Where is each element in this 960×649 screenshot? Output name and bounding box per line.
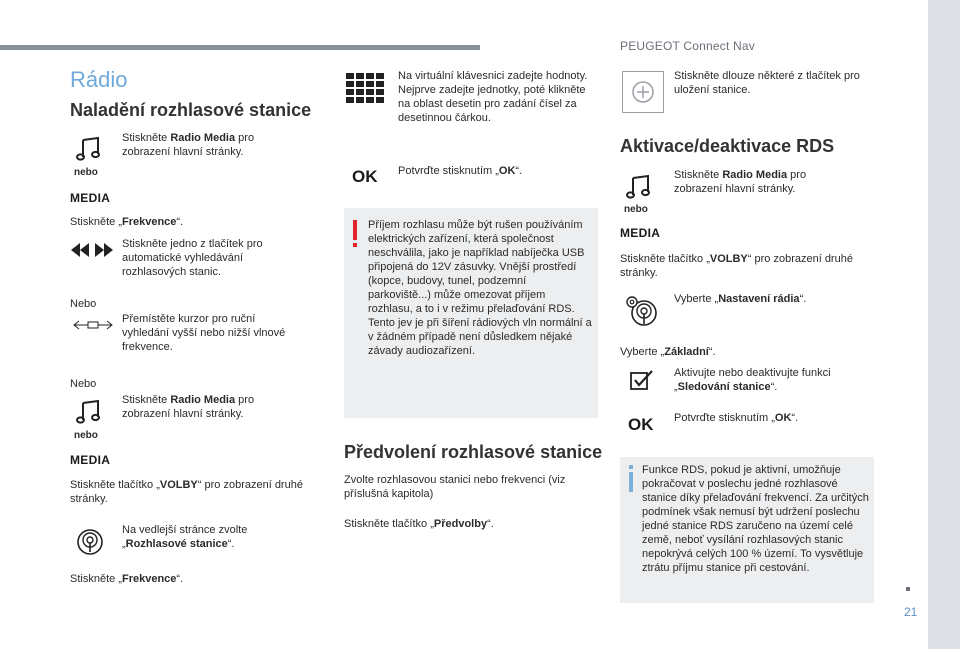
keyboard-grid-icon [346, 73, 384, 103]
text-auto-search: Stiskněte jedno z tlačítek pro automatické vyhledávání rozhlasových stanic. [122, 238, 263, 278]
heading-presets: Předvolení rozhlasové stanice [344, 442, 603, 462]
ok-label: OK [352, 167, 378, 186]
checkbox-icon [630, 369, 654, 391]
label-nebo-2: Nebo [70, 378, 97, 390]
text-press-radio-media-2: Stiskněte Radio Media pro zobrazení hlavní stránky. [122, 394, 255, 420]
media-label: MEDIA [70, 191, 111, 205]
music-note-icon [76, 399, 102, 425]
text-press-options-2: Stiskněte tlačítko „VOLBY“ pro zobrazení druhé stránky. [620, 253, 853, 279]
text-press-presets: Stiskněte tlačítko „Předvolby“. [344, 518, 494, 530]
text-confirm-ok: Potvrďte stisknutím „OK“. [398, 165, 523, 177]
radio-station-icon [76, 528, 104, 556]
warning-box [344, 208, 598, 418]
text-press-radio-media-3: Stiskněte Radio Media pro zobrazení hlavní stránky. [674, 169, 807, 195]
label-nebo: nebo [74, 167, 98, 178]
text-select-radio-settings: Vyberte „Nastavení rádia“. [674, 293, 807, 305]
ok-label: OK [628, 415, 654, 434]
text-press-frequency: Stiskněte „Frekvence“. [70, 216, 184, 228]
text-confirm-ok-2: Potvrďte stisknutím „OK“. [674, 412, 799, 424]
text-toggle-station-tracking: Aktivujte nebo deaktivujte funkci „Sledování stanice“. [674, 367, 831, 393]
music-note-icon [626, 174, 652, 200]
warning-text: Příjem rozhlasu může být rušen používáním elektrických zařízení, která společnost neschválila, jako je například nabíječka USB připojená do 12V zásuvky. Vnější prostředí (kopce, budovy, tunel, podzemní parkoviště...) může omezovat příjem rozhlasu, a to i v režimu přelaďování RDS. Tento jev je při šíření rádiových vln normální a v žádném případě není důsledkem nějaké závady audiozařízení. [368, 219, 592, 357]
info-dot-icon [629, 465, 633, 469]
seek-arrows-icon [70, 242, 114, 258]
page-dot [906, 587, 910, 591]
media-label: MEDIA [620, 226, 661, 240]
radio-settings-icon [624, 294, 658, 328]
text-choose-station: Zvolte rozhlasovou stanici nebo frekvenci (viz příslušná kapitola) [344, 474, 566, 500]
heading-tuning: Naladění rozhlasové stanice [70, 100, 312, 120]
top-rule [0, 45, 480, 50]
warning-mark-icon [353, 220, 357, 240]
text-select-radio-stations: Na vedlejší stránce zvolte „Rozhlasové stanice“. [122, 524, 248, 550]
label-nebo: nebo [624, 204, 648, 215]
label-nebo-1: Nebo [70, 298, 97, 310]
text-press-radio-media: Stiskněte Radio Media pro zobrazení hlavní stránky. [122, 132, 255, 158]
warning-dot-icon [353, 243, 357, 247]
text-virtual-keyboard: Na virtuální klávesnici zadejte hodnoty. Nejprve zadejte jednotky, poté klikněte na oblast desetin pro zadání čísel za desetinnou čárkou. [398, 70, 588, 124]
text-select-basic: Vyberte „Základní“. [620, 346, 716, 358]
text-press-frequency-2: Stiskněte „Frekvence“. [70, 573, 184, 585]
info-box [620, 457, 874, 603]
heading-rds: Aktivace/deaktivace RDS [620, 136, 835, 156]
text-manual-search: Přemístěte kurzor pro ruční vyhledání vyšší nebo nižší vlnové frekvence. [122, 313, 286, 353]
music-note-icon [76, 136, 102, 162]
text-press-options: Stiskněte tlačítko „VOLBY“ pro zobrazení druhé stránky. [70, 479, 303, 505]
slider-arrows-icon [71, 319, 115, 331]
info-text: Funkce RDS, pokud je aktivní, umožňuje pokračovat v poslechu jedné rozhlasové stanice díky přelaďování frekvencí. Za určitých podmínek však nemusí být udržení poslechu jedné stanice RDS zaručeno na území celé země, neboť vysílání rozhlasových stanic nepokrývá celých 100 % území. To vysvětluje ztrátu příjmu stanice při cestování. [642, 464, 869, 574]
page-side-strip [928, 0, 960, 649]
page-number: 21 [904, 605, 918, 619]
text-long-press-save: Stiskněte dlouze některé z tlačítek pro uložení stanice. [674, 70, 860, 96]
page-header: PEUGEOT Connect Nav [620, 39, 755, 53]
label-nebo: nebo [74, 430, 98, 441]
add-preset-icon [622, 71, 664, 113]
media-label: MEDIA [70, 453, 111, 467]
section-title-radio: Rádio [70, 67, 128, 92]
info-mark-icon [629, 472, 633, 492]
